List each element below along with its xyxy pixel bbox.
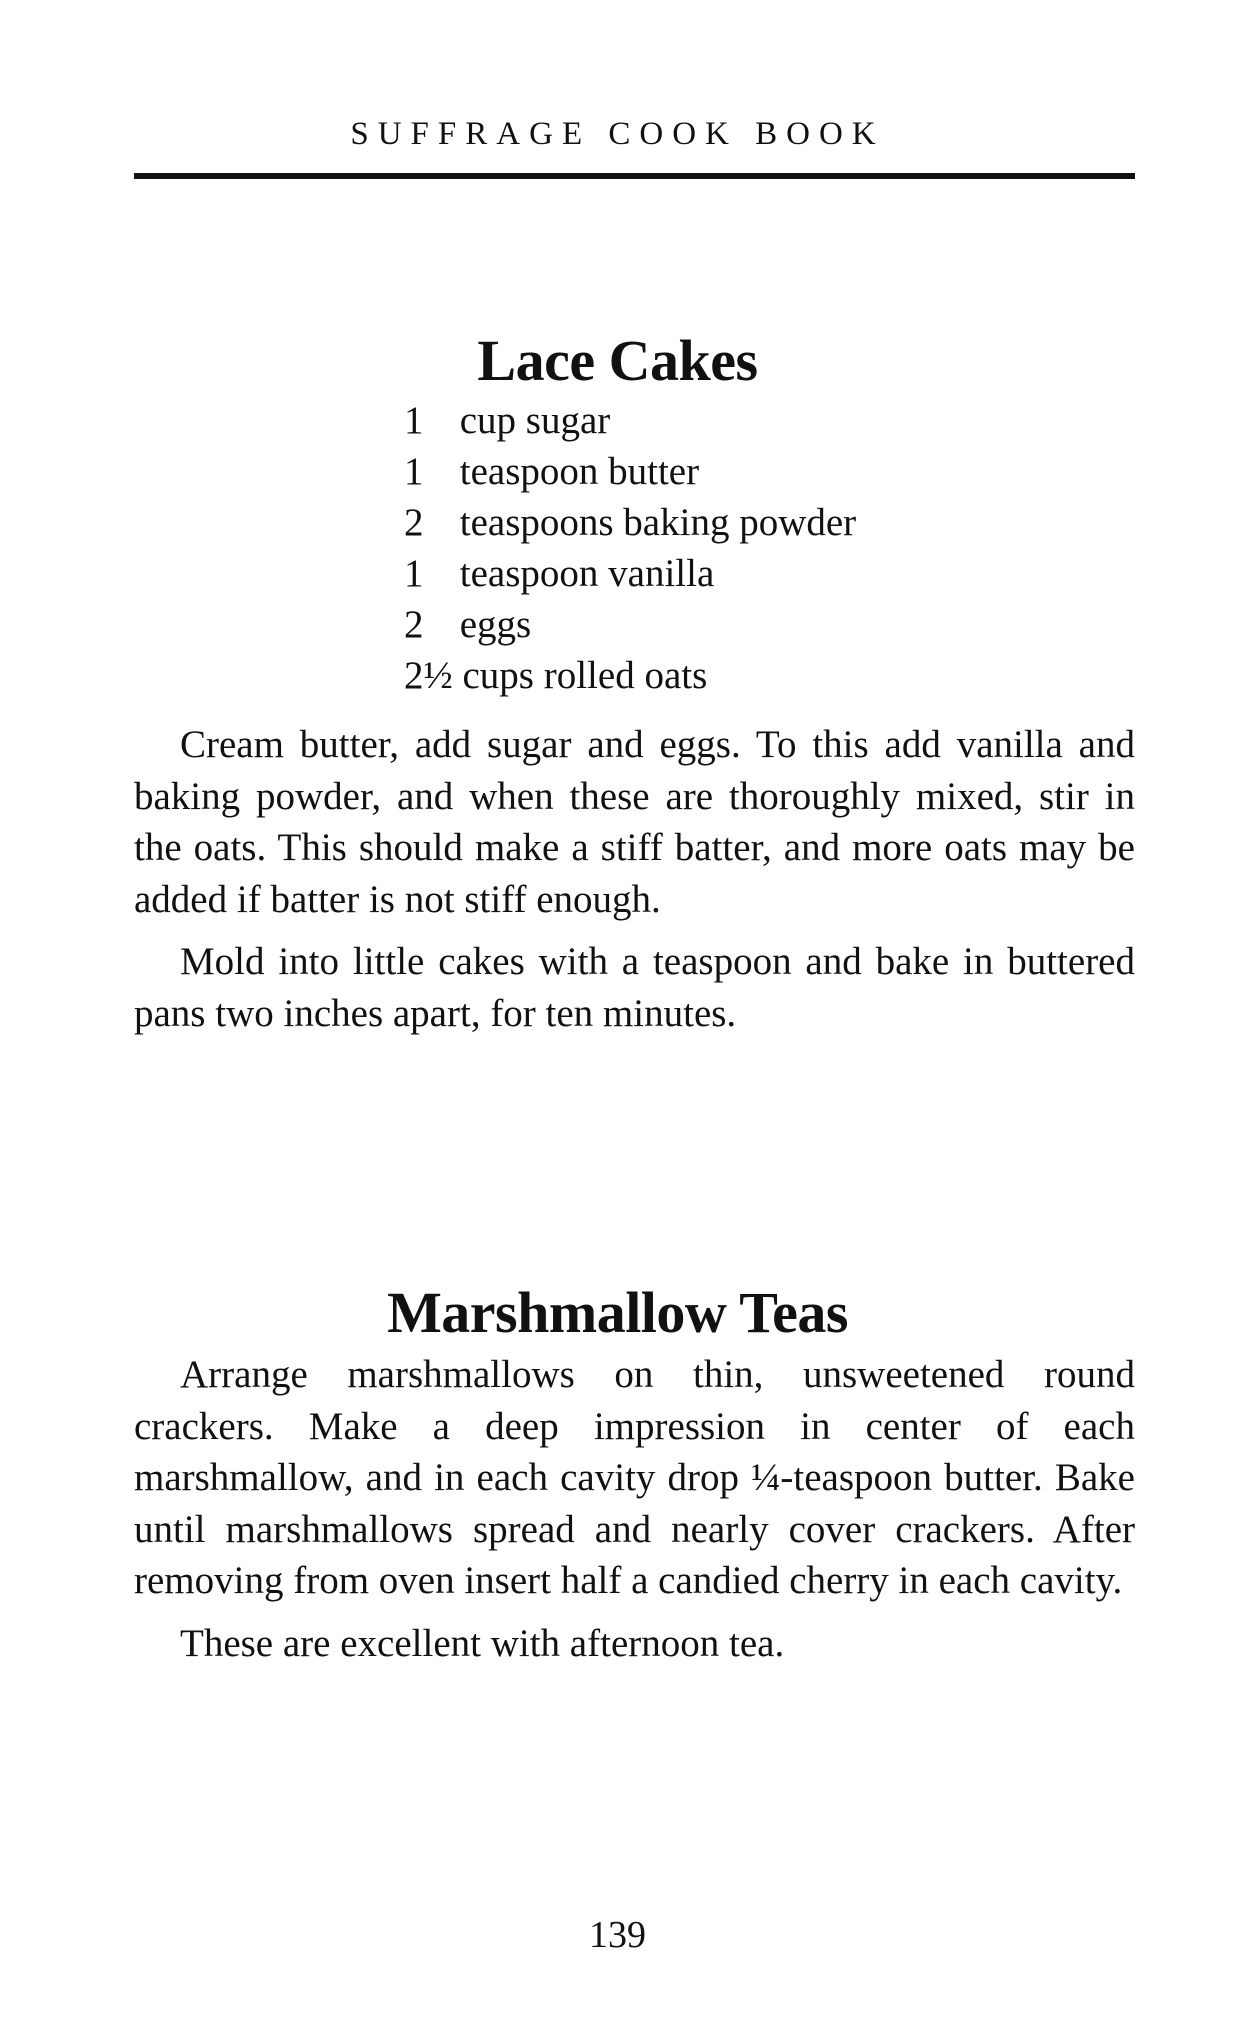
ingredient-item [404, 599, 856, 650]
ingredient-name: eggs [459, 603, 532, 646]
ingredient-name: teaspoon vanilla [459, 552, 715, 595]
instruction-paragraph: Cream butter, add sugar and eggs. To this add vanilla and baking powder, and when these are thoroughly mixed, stir in the oats. This should make a stiff batter, and more oats may be added if batter is not stiff enough. [134, 723, 1135, 921]
ingredient-quantity: 2½ [404, 654, 453, 697]
ingredient-item [404, 497, 856, 548]
recipe-title-lace-cakes: Lace Cakes [477, 327, 758, 393]
ingredient-item [404, 548, 856, 599]
instruction-paragraph: Arrange marshmallows on thin, unsweetened round crackers. Make a deep impression in center of each marshmallow, and in each cavity drop ¼-teaspoon butter. Bake until marshmallows spread and nearly cover crackers. After removing from oven insert half a candied cherry in each cavity. [134, 1353, 1135, 1602]
ingredient-quantity: 1 [404, 399, 424, 442]
ingredient-quantity: 2 [404, 603, 424, 646]
page-number: 139 [589, 1914, 646, 1956]
ingredient-name: cup sugar [459, 399, 611, 442]
ingredient-list [404, 395, 856, 701]
ingredient-name: cups rolled oats [462, 654, 708, 697]
ingredient-item [404, 446, 856, 497]
running-header: SUFFRAGE COOK BOOK [350, 116, 885, 152]
instruction-paragraph: These are excellent with afternoon tea. [180, 1621, 785, 1665]
ingredient-item [404, 650, 856, 701]
recipe-title-marshmallow-teas: Marshmallow Teas [387, 1279, 848, 1345]
recipe-instructions-marshmallow-teas [134, 1349, 1135, 1669]
ingredient-item [404, 395, 856, 446]
header-rule [134, 173, 1135, 179]
instruction-paragraph: Mold into little cakes with a teaspoon and bake in buttered pans two inches apart, for ten minutes. [134, 940, 1135, 1035]
ingredient-quantity: 2 [404, 501, 424, 544]
ingredient-name: teaspoons baking powder [459, 501, 857, 544]
ingredient-quantity: 1 [404, 450, 424, 493]
recipe-instructions-lace-cakes [134, 719, 1135, 1039]
ingredient-name: teaspoon butter [459, 450, 700, 493]
ingredient-quantity: 1 [404, 552, 424, 595]
